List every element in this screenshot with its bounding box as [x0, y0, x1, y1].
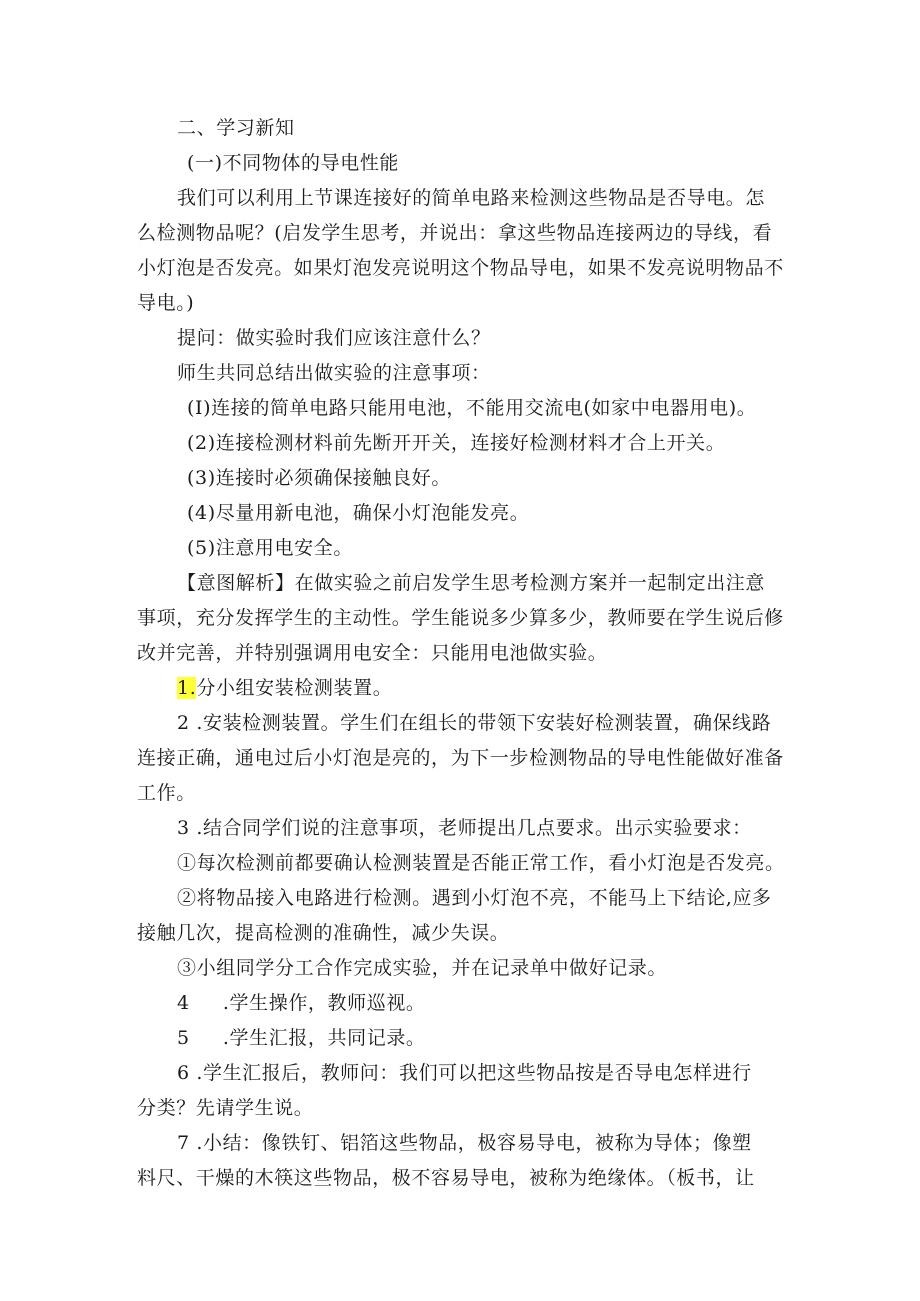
paragraph-line: 导电。): [137, 292, 195, 314]
list-item: (2)连接检测材料前先断开开关，连接好检测材料才合上开关。: [187, 432, 726, 454]
section-heading: 二、学习新知: [177, 117, 295, 139]
requirement-line: ②将物品接入电路进行检测。遇到小灯泡不亮，不能马上下结论,应多: [177, 887, 772, 909]
list-item: (4)尽量用新电池，确保小灯泡能发亮。: [187, 502, 530, 524]
paragraph-line: 工作。: [137, 782, 196, 804]
paragraph-line: 【意图解析】在做实验之前启发学生思考检测方案并一起制定出注意: [177, 572, 766, 594]
step-line: 3 .结合同学们说的注意事项，老师提出几点要求。出示实验要求：: [177, 817, 752, 839]
list-item: (I)连接的简单电路只能用电池，不能用交流电(如家中电器用电)。: [187, 397, 757, 419]
paragraph-line: 事项，充分发挥学生的主动性。学生能说多少算多少，教师要在学生说后修: [137, 607, 784, 629]
paragraph-line: 师生共同总结出做实验的注意事项：: [177, 362, 491, 384]
paragraph-line: 料尺、干燥的木筷这些物品，极不容易导电，被称为绝缘体。（板书，让: [137, 1167, 755, 1189]
paragraph-line: 小灯泡是否发亮。如果灯泡发亮说明这个物品导电，如果不发亮说明物品不: [137, 257, 784, 279]
step-line: 2 .安装检测装置。学生们在组长的带领下安装好检测装置，确保线路: [177, 712, 772, 734]
step-line: 4 .学生操作，教师巡视。: [177, 992, 426, 1014]
paragraph-line: 改并完善，并特别强调用电安全：只能用电池做实验。: [137, 642, 608, 664]
paragraph-line: 连接正确，通电过后小灯泡是亮的，为下一步检测物品的导电性能做好准备: [137, 747, 784, 769]
list-item: (5)注意用电安全。: [187, 537, 353, 559]
paragraph-line: 么检测物品呢？(启发学生思考，并说出：拿这些物品连接两边的导线，看: [137, 222, 773, 244]
paragraph-line: 接触几次，提高检测的准确性，减少失误。: [137, 922, 510, 944]
step-line: 5 .学生汇报，共同记录。: [177, 1027, 426, 1049]
step-line: [177, 676, 392, 700]
highlighted-step-number: 1.: [177, 677, 197, 699]
paragraph-line: 分类？先请学生说。: [137, 1097, 314, 1119]
step-text: 分小组安装检测装置。: [196, 677, 393, 699]
question-line: 提问：做实验时我们应该注意什么？: [177, 327, 491, 349]
requirement-line: ①每次检测前都要确认检测装置是否能正常工作，看小灯泡是否发亮。: [177, 852, 785, 874]
step-line: 7 .小结：像铁钉、铝箔这些物品，极容易导电，被称为导体；像塑: [177, 1132, 752, 1154]
list-item: (3)连接时必须确保接触良好。: [187, 467, 451, 489]
step-line: 6 .学生汇报后，教师问：我们可以把这些物品按是否导电怎样进行: [177, 1062, 752, 1084]
requirement-line: ③小组同学分工合作完成实验，并在记录单中做好记录。: [177, 957, 668, 979]
subsection-heading: (一)不同物体的导电性能: [187, 152, 400, 174]
paragraph-line: 我们可以利用上节课连接好的简单电路来检测这些物品是否导电。怎: [177, 187, 766, 209]
